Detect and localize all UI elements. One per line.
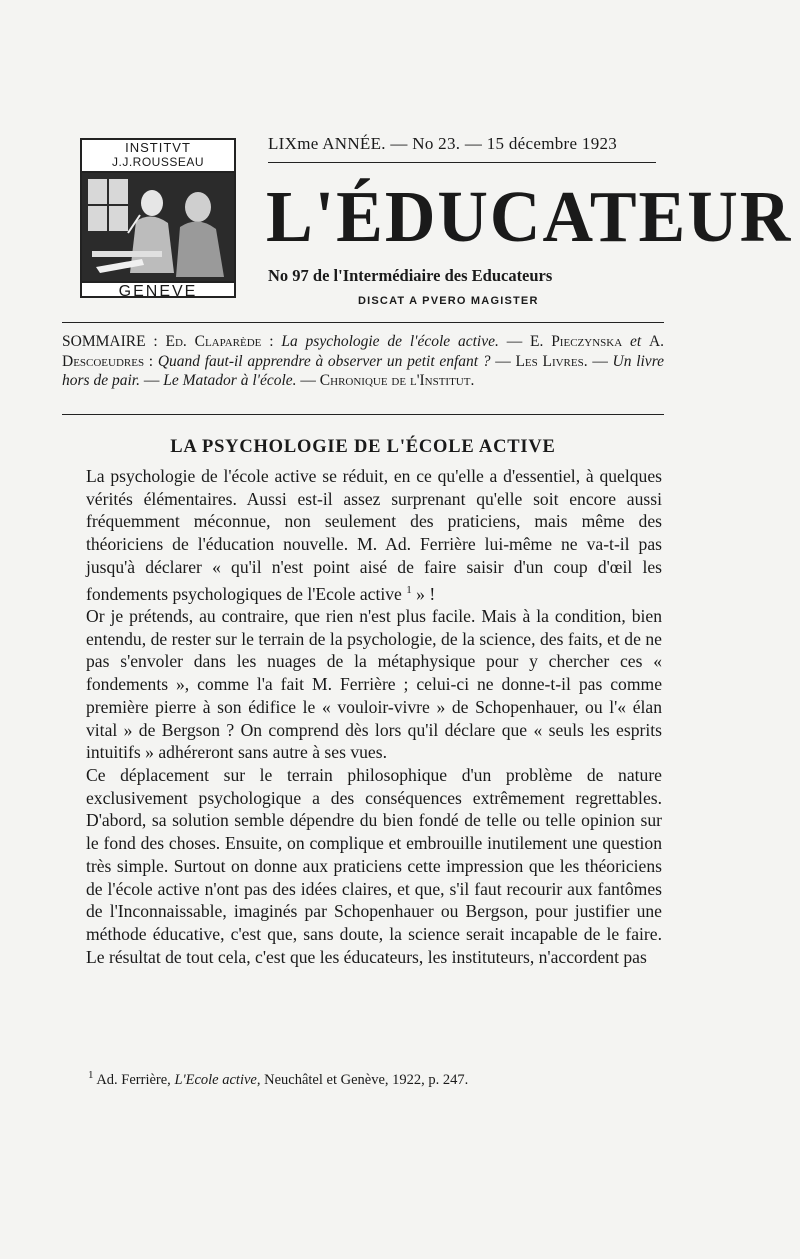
toc-title-2: Quand faut-il apprendre à observer un petit enfant ? — [157, 352, 491, 370]
toc-author-4: Les Livres. — [515, 352, 588, 370]
footnote-title: L'Ecole active — [174, 1071, 257, 1088]
toc-sep-3: — — [592, 352, 608, 370]
toc-title-1: La psychologie de l'école active. — [281, 333, 499, 350]
logo-engraving-image — [82, 173, 234, 281]
divider-top — [62, 322, 664, 323]
footnote-text-b: , Neuchâtel et Genève, 1922, p. 247. — [256, 1071, 469, 1088]
issue-line: LIXme ANNÉE. — No 23. — 15 décembre 1923 — [268, 134, 618, 153]
header-rule — [268, 162, 656, 163]
toc-sep-5: — — [300, 372, 316, 389]
toc-author-3: A. Descoeudres : — [62, 333, 665, 370]
toc-and: et — [629, 333, 642, 350]
toc-sep-1: — E. — [506, 333, 544, 350]
footnote-mark: 1 — [88, 1069, 94, 1081]
toc-title-3: Un livre hors de pair. — [62, 352, 665, 389]
paragraph-2: Or je prétends, au contraire, que rien n'est plus facile. Mais à la condition, bien entendu, de rester sur le terrain de la psychologie, de la science, des faits, et de ne pas s'envoler dans les nuages de la métaphysique pour y chercher ces « fondements », comme l'a fait M. Ferrière ; celui-ci ne donne-t-il pas comme première pierre à son édifice le « vouloir-vivre » de Schopenhauer, ou l'« élan vital » de Bergson ? On comprend dès lors qu'il déclare que « seuls les esprits intuitifs » adhéreront sans autre à ses vues. — [86, 606, 662, 763]
toc-author-5: Chronique de l'Institut. — [319, 372, 475, 389]
toc-label: SOMMAIRE : — [62, 333, 158, 350]
masthead-title: L'ÉDUCATEUR — [266, 177, 793, 258]
article-title: LA PSYCHOLOGIE DE L'ÉCOLE ACTIVE — [170, 437, 556, 457]
footnote-ref: 1 — [406, 583, 412, 596]
toc-author-1: Ed. Claparède : — [165, 333, 274, 350]
paragraph-3: Ce déplacement sur le terrain philosophique d'un problème de nature exclusivement psychologique a des conséquences extrêmement regrettables. D'abord, sa solution semble dépendre du bien fondé de telle ou telle opinion sur le fond des choses. Ensuite, on complique et embrouille inutilement une question très simple. Surtout on donne aux praticiens cette impression que les théoriciens de l'école active n'ont pas des idées claires, et que, s'il faut recourir aux fantômes de l'Inconnaissable, imaginés par Schopenhauer ou Bergson, pour justifier une méthode éducative, c'est que, sans doute, la science serait incapable de le faire. Le résultat de tout cela, c'est que les éducateurs, les instituteurs, n'accordent pas — [86, 765, 662, 967]
divider-bottom — [62, 414, 664, 415]
institut-logo — [80, 138, 236, 298]
logo-city: GENEVE — [82, 281, 234, 301]
paragraph-1 — [86, 465, 662, 605]
article-body — [86, 465, 662, 968]
footnote-text-a: Ad. Ferrière, — [93, 1071, 175, 1088]
toc-author-2: Pieczynska — [551, 333, 623, 350]
footnote — [88, 1069, 648, 1089]
toc-sep-2: — — [495, 352, 511, 370]
masthead-subtitle: No 97 de l'Intermédiaire des Educateurs — [268, 266, 553, 285]
logo-line-2: J.J.ROUSSEAU — [111, 155, 204, 169]
logo-line-1: INSTITVT — [125, 140, 191, 155]
paragraph-1-text: La psychologie de l'école active se réduit, en ce qu'elle a d'essentiel, à quelques vérités élémentaires. Aussi est-il assez surprenant qu'elle soit encore aussi fréquemment méconnue, non seulement des praticiens, mais même des théoriciens de l'éducation nouvelle. M. Ad. Ferrière lui-même ne va-t-il pas jusqu'à déclarer « qu'il n'est point aisé de faire saisir d'un coup d'œil les fondements psychologiques de l'Ecole active — [86, 466, 662, 604]
logo-header — [82, 140, 234, 173]
paragraph-1-end: » ! — [411, 583, 436, 604]
toc-title-4: Le Matador à l'école. — [163, 372, 297, 389]
masthead-motto: DISCAT A PVERO MAGISTER — [358, 295, 539, 307]
table-of-contents — [62, 332, 664, 391]
toc-sep-4: — — [143, 372, 160, 389]
